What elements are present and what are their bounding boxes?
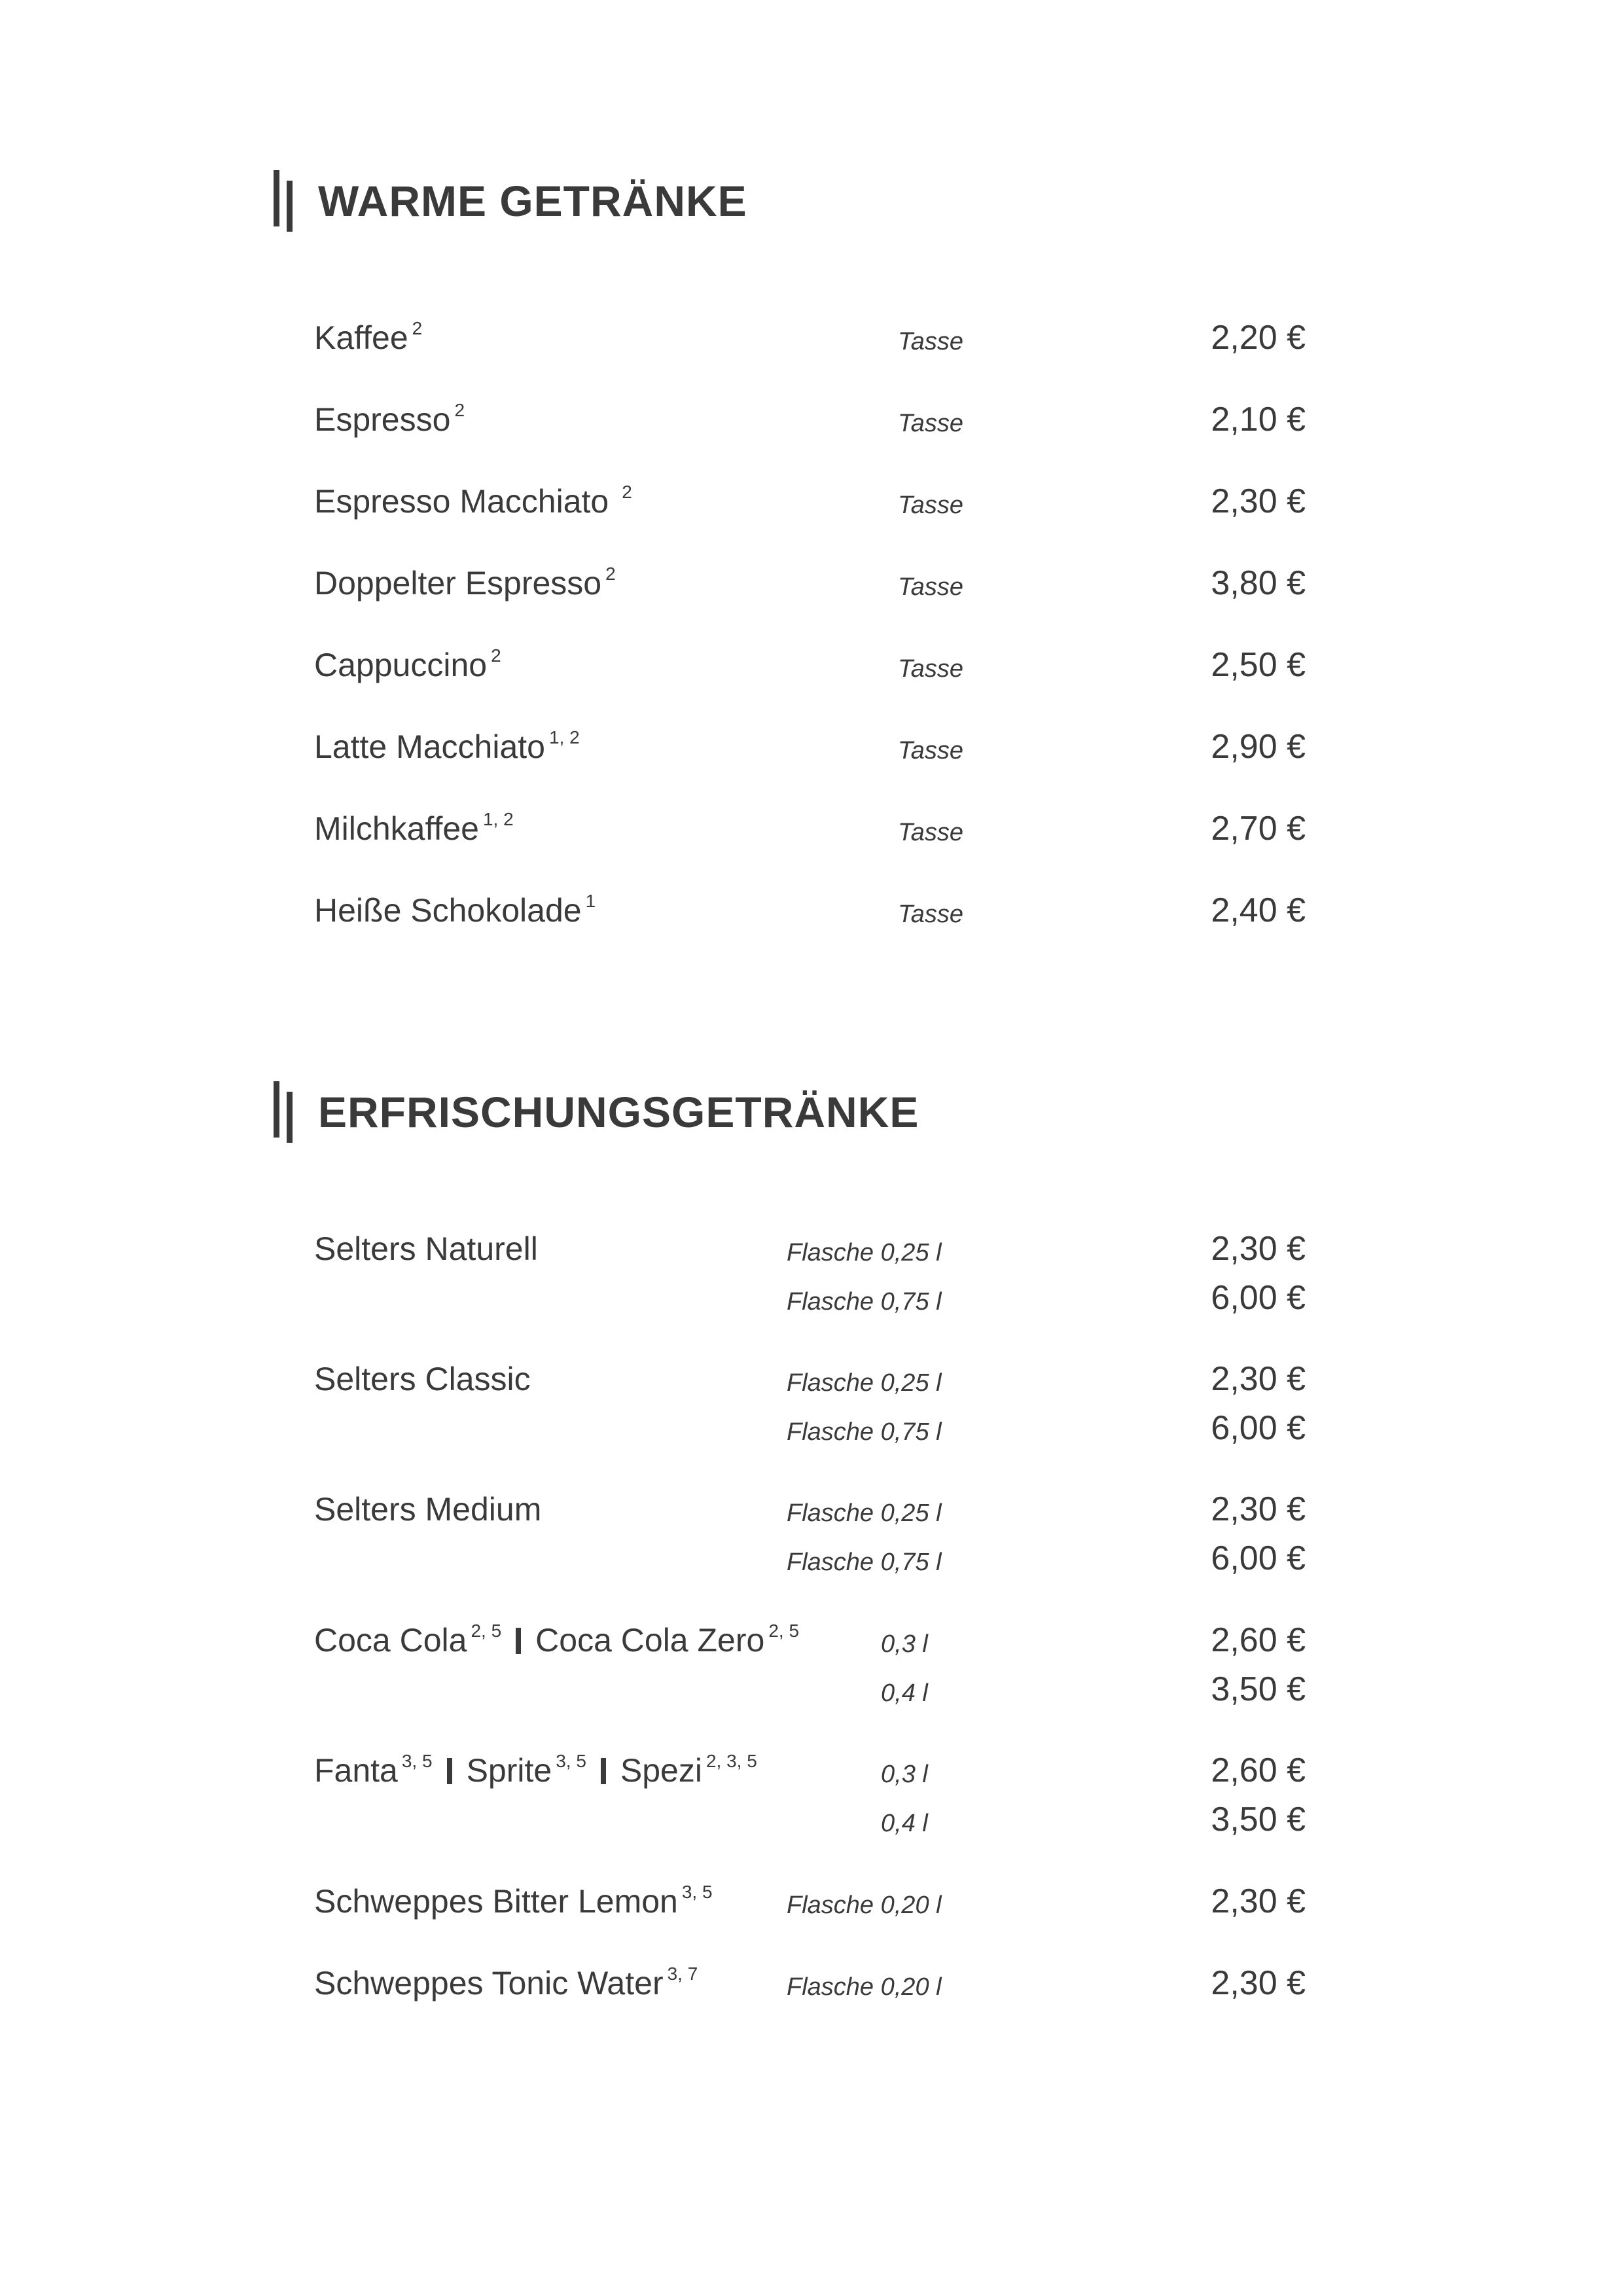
item-name [314, 557, 616, 609]
item-unit: Tasse [898, 410, 963, 437]
item-name-text: Coca Cola [314, 1622, 467, 1659]
section-title: WARME GETRÄNKE [318, 177, 747, 225]
item-name-text: Coca Cola Zero [535, 1622, 765, 1659]
item-name-text: Latte Macchiato [314, 728, 545, 765]
item-unit: Flasche 0,75 l [787, 1288, 942, 1316]
item-price: 2,60 € [1211, 1621, 1306, 1659]
separator-bar [516, 1628, 521, 1654]
item-name [314, 1957, 698, 2009]
item-allergen-note: 3, 5 [556, 1751, 586, 1771]
item-name-text: Sprite [466, 1752, 552, 1789]
menu-item [0, 1223, 1623, 1275]
item-price: 2,70 € [1211, 810, 1306, 848]
item-name-text: Cappuccino [314, 647, 488, 683]
menu-item [0, 393, 1623, 446]
item-price: 2,30 € [1211, 1490, 1306, 1528]
menu-item-variant [0, 1272, 1623, 1324]
item-allergen-note: 2 [454, 400, 465, 420]
item-name [314, 721, 580, 773]
heading-bars-icon [274, 170, 292, 232]
item-allergen-note: 1, 2 [482, 809, 514, 829]
heading-bars-icon [274, 1081, 292, 1143]
item-unit: Tasse [898, 573, 963, 601]
item-unit: Tasse [898, 328, 963, 355]
item-name [314, 393, 465, 446]
item-name-text: Kaffee [314, 319, 408, 356]
menu-item-variant [0, 1402, 1623, 1454]
item-name [314, 1614, 799, 1666]
menu-item [0, 557, 1623, 609]
item-unit: 0,4 l [881, 1679, 928, 1707]
item-unit: 0,3 l [881, 1761, 928, 1788]
menu-item [0, 1483, 1623, 1535]
menu-item [0, 1744, 1623, 1797]
item-price: 2,30 € [1211, 1230, 1306, 1268]
item-name [314, 475, 632, 528]
item-name-text: Schweppes Tonic Water [314, 1965, 664, 2001]
item-unit: Flasche 0,75 l [787, 1549, 942, 1576]
menu-item-variant [0, 1793, 1623, 1846]
section-heading-soft-drinks [274, 1081, 919, 1143]
item-allergen-note: 2 [605, 564, 616, 584]
item-allergen-note: 2 [412, 318, 423, 338]
item-unit: Flasche 0,25 l [787, 1239, 942, 1266]
item-unit: Flasche 0,20 l [787, 1892, 942, 1919]
item-price: 3,50 € [1211, 1801, 1306, 1839]
item-price: 6,00 € [1211, 1279, 1306, 1317]
item-price: 2,30 € [1211, 1360, 1306, 1398]
item-name-text: Heiße Schokolade [314, 892, 582, 929]
item-allergen-note: 1 [585, 891, 596, 911]
item-allergen-note: 2, 5 [471, 1621, 502, 1641]
menu-item [0, 884, 1623, 937]
item-name-text: Doppelter Espresso [314, 565, 602, 601]
item-name: Selters Medium [314, 1491, 542, 1528]
item-price: 6,00 € [1211, 1539, 1306, 1577]
item-allergen-note: 2, 5 [768, 1621, 800, 1641]
menu-item [0, 802, 1623, 855]
item-name [314, 802, 514, 855]
item-allergen-note: 2, 3, 5 [705, 1751, 757, 1771]
item-name-text: Espresso [314, 401, 451, 438]
item-allergen-note: 2 [491, 645, 501, 666]
item-price: 3,80 € [1211, 564, 1306, 602]
section-heading-warm-drinks [274, 170, 747, 232]
item-name: Selters Naturell [314, 1230, 538, 1267]
item-name [314, 312, 422, 364]
item-name [314, 1744, 757, 1797]
item-unit: Tasse [898, 901, 963, 928]
item-price: 2,30 € [1211, 482, 1306, 520]
menu-item [0, 1353, 1623, 1405]
item-unit: 0,4 l [881, 1810, 928, 1837]
item-name-text: Espresso Macchiato [314, 483, 609, 520]
item-price: 2,10 € [1211, 401, 1306, 439]
item-price: 2,30 € [1211, 1964, 1306, 2002]
menu-item [0, 475, 1623, 528]
menu-item [0, 1957, 1623, 2009]
item-name [314, 1875, 713, 1928]
item-price: 6,00 € [1211, 1409, 1306, 1447]
item-unit: Tasse [898, 492, 963, 519]
item-unit: Flasche 0,25 l [787, 1499, 942, 1527]
item-unit: Flasche 0,20 l [787, 1973, 942, 2001]
item-unit: 0,3 l [881, 1630, 928, 1658]
menu-item [0, 721, 1623, 773]
item-name [314, 884, 596, 937]
item-price: 2,20 € [1211, 319, 1306, 357]
item-price: 2,50 € [1211, 646, 1306, 684]
menu-item [0, 639, 1623, 691]
item-name-text: Fanta [314, 1752, 398, 1789]
menu-item-variant [0, 1663, 1623, 1715]
item-price: 2,30 € [1211, 1882, 1306, 1920]
section-title: ERFRISCHUNGSGETRÄNKE [318, 1088, 919, 1136]
menu-item [0, 312, 1623, 364]
item-allergen-note: 3, 7 [667, 1964, 698, 1984]
separator-bar [601, 1758, 606, 1784]
item-price: 2,40 € [1211, 891, 1306, 929]
item-unit: Tasse [898, 737, 963, 764]
item-name-text: Schweppes Bitter Lemon [314, 1883, 678, 1920]
item-allergen-note: 3, 5 [401, 1751, 433, 1771]
item-allergen-note: 3, 5 [681, 1882, 713, 1902]
item-unit: Flasche 0,75 l [787, 1418, 942, 1446]
item-price: 3,50 € [1211, 1670, 1306, 1708]
item-name: Selters Classic [314, 1361, 531, 1397]
item-price: 2,60 € [1211, 1751, 1306, 1789]
item-unit: Flasche 0,25 l [787, 1369, 942, 1397]
item-unit: Tasse [898, 819, 963, 846]
menu-item [0, 1614, 1623, 1666]
separator-bar [447, 1758, 452, 1784]
item-unit: Tasse [898, 655, 963, 683]
item-allergen-note: 1, 2 [548, 727, 580, 747]
menu-item-variant [0, 1532, 1623, 1585]
menu-item [0, 1875, 1623, 1928]
item-name [314, 639, 501, 691]
item-price: 2,90 € [1211, 728, 1306, 766]
item-name-text: Milchkaffee [314, 810, 479, 847]
item-allergen-note: 2 [622, 482, 632, 502]
item-name-text: Spezi [620, 1752, 702, 1789]
